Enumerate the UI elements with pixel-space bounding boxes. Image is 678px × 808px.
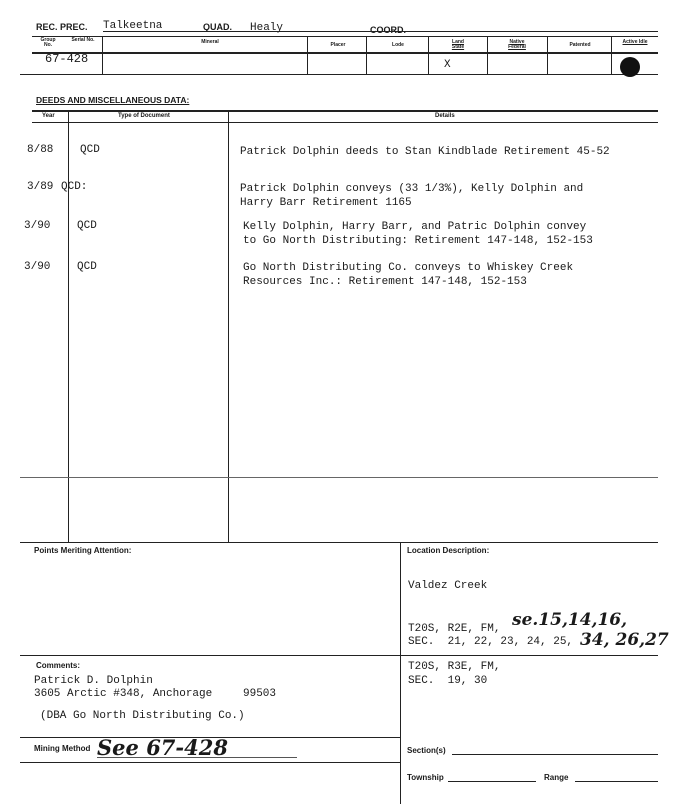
col-native-federal: Native Federal [508,39,526,50]
deeds-section-title: DEEDS AND MISCELLANEOUS DATA: [36,95,190,105]
header-top-rule [103,31,658,32]
rec-prec-label: REC. PREC. [36,22,88,32]
claim-col-div [547,37,548,74]
group-no-value: 67-428 [45,52,89,66]
col-land-state: Land State [451,39,465,50]
deeds-bottom-rule [20,542,658,543]
deed-details: Go North Distributing Co. conveys to Whiskey Creek Resources Inc.: Retirement 147-148, 152-153 [243,262,574,288]
col-type: Type of Document [118,113,170,119]
claim-col-div [487,37,488,74]
col-lode: Lode [392,42,404,48]
range-line [575,781,658,782]
claim-col-div [428,37,429,74]
deed-details: Kelly Dolphin, Harry Barr, and Patric Dolphin convey to Go North Distributing: Retirement 147-148, 152-153 [243,221,593,247]
col-patented: Patented [569,42,591,48]
claim-header-bottom-rule [32,52,658,54]
claim-bottom-rule [20,74,658,75]
deeds-header-rule [32,122,658,123]
deed-details: Patrick Dolphin deeds to Stan Kindblade Retirement 45-52 [240,146,610,158]
deed-year: 3/90 [24,220,51,232]
deed-year: 8/88 [27,144,54,156]
claim-col-div [366,37,367,74]
comments-line3: (DBA Go North Distributing Co.) [40,710,245,722]
deed-year: 3/89 [27,181,54,193]
comments-zip: 99503 [243,688,277,700]
points-meriting-attention-label: Points Meriting Attention: [34,546,132,555]
deed-type: QCD [80,144,100,156]
land-state-value: X [444,59,451,71]
coord-label: COORD. [370,25,406,35]
deed-type: QCD: [61,181,88,193]
location-line2-handwritten: 34, 26,27 [580,630,669,650]
comments-line2: 3605 Arctic #348, Anchorage [34,688,213,700]
deed-type: QCD [77,220,97,232]
location-line3: T20S, R3E, FM, [408,661,501,673]
col-year: Year [42,113,55,119]
location-name: Valdez Creek [408,580,488,592]
mining-method-label: Mining Method [34,744,91,753]
sections-label: Section(s) [407,746,446,755]
mining-method-value: See 67-428 [97,735,228,760]
location-line1: T20S, R2E, FM, [408,623,501,635]
location-line4: SEC. 19, 30 [408,675,488,687]
range-label: Range [544,773,569,782]
col-group-no: Group No. [40,37,56,48]
sections-line [452,754,658,755]
col-details: Details [435,113,455,119]
mining-method-bottom-rule [20,762,400,763]
comments-line1: Patrick D. Dolphin [34,675,153,687]
location-description-label: Location Description: [407,546,490,555]
lower-col-div [400,542,401,804]
mining-method-underline [97,757,297,758]
claim-col-div [307,37,308,74]
deeds-top-rule [32,110,658,112]
deed-type: QCD [77,261,97,273]
location-split-rule [20,655,658,656]
quad-label: QUAD. [203,22,232,32]
township-line [448,781,536,782]
deed-year: 3/90 [24,261,51,273]
col-active-idle: Active Idle [622,39,648,45]
col-placer: Placer [330,42,346,48]
quad-value: Healy [250,22,284,34]
active-marker-dot [620,57,640,77]
col-serial-no: Serial No. [71,37,95,43]
location-line2: SEC. 21, 22, 23, 24, 25, [408,636,574,648]
location-line1-handwritten: se.15,14,16, [512,610,628,630]
deed-details: Patrick Dolphin conveys (33 1/3%), Kelly Dolphin and Harry Barr Retirement 1165 [240,183,584,209]
rec-prec-value: Talkeetna [103,20,163,32]
deeds-mid-rule [20,477,658,478]
comments-label: Comments: [36,661,81,670]
claim-col-div [611,37,612,74]
header-rule [32,36,658,37]
township-label: Township [407,773,444,782]
claim-col-div [102,37,103,74]
col-mineral: Mineral [201,39,219,45]
